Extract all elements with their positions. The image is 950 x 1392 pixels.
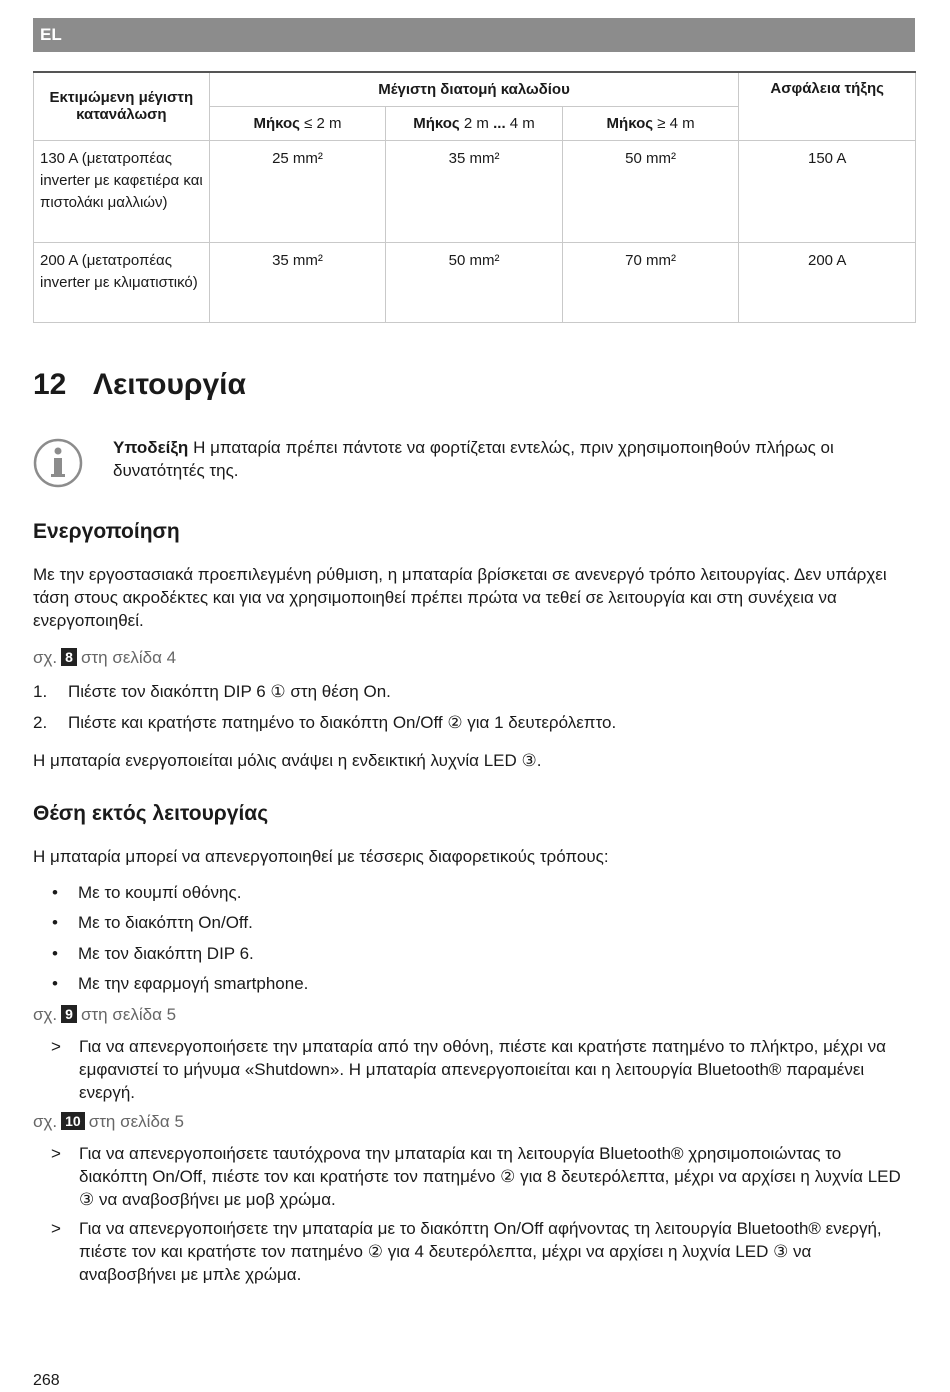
- language-code: EL: [40, 25, 62, 44]
- list-item: • Με τον διακόπτη DIP 6.: [52, 942, 254, 965]
- note-text: [113, 436, 913, 482]
- cross-section-cell: 35 mm²: [386, 140, 563, 242]
- activation-intro: Με την εργοστασιακά προεπιλεγμένη ρύθμιση, η μπαταρία βρίσκεται σε ανενεργό τρόπο λειτουργίας. Δεν υπάρχει τάση στους ακροδέκτες και για να χρησιμοποιηθεί πρέπει πρώτα να τεθεί σε λειτουργία και στη συνέχεια να ενεργοποιηθεί.: [33, 565, 887, 630]
- page-number: 268: [33, 1372, 60, 1389]
- step-text: Πιέστε και κρατήστε πατημένο το διακόπτη On/Off ② για 1 δευτερόλεπτο.: [68, 713, 617, 732]
- activation-result: Η μπαταρία ενεργοποιείται μόλις ανάψει η ενδεικτική λυχνία LED ③.: [33, 751, 542, 770]
- cable-spec-table: [33, 71, 916, 323]
- section-title: [33, 368, 246, 402]
- table-row: [34, 242, 916, 322]
- section-heading: Λειτουργία: [93, 368, 246, 401]
- step-number: 2.: [33, 713, 48, 732]
- cross-section-cell: 50 mm²: [562, 140, 739, 242]
- list-item: • Με την εφαρμογή smartphone.: [52, 972, 308, 995]
- deactivation-heading: Θέση εκτός λειτουργίας: [33, 802, 269, 825]
- action-marker: >: [51, 1037, 61, 1056]
- fuse-header: Ασφάλεια τήξης: [739, 72, 916, 140]
- consumption-cell: 200 A (μετατροπέας inverter με κλιματιστικό): [34, 242, 210, 322]
- length-header-1: Μήκος ≤ 2 m: [209, 106, 386, 140]
- fuse-cell: 150 A: [739, 140, 916, 242]
- action-text: Για να απενεργοποιήσετε την μπαταρία από την οθόνη, πιέστε και κρατήστε πατημένο το πλήκτρο, μέχρι να εμφανιστεί το μήνυμα «Shutdown». Η μπαταρία απενεργοποιείται και η λειτουργία Bluetooth® παραμένει ενεργή.: [79, 1037, 886, 1102]
- activation-heading: Ενεργοποίηση: [33, 520, 180, 543]
- action-marker: >: [51, 1219, 61, 1238]
- cross-section-header: Μέγιστη διατομή καλωδίου: [209, 72, 739, 106]
- language-bar: [33, 18, 915, 52]
- figure-number-badge: 10: [61, 1112, 85, 1130]
- list-item: • Με το διακόπτη On/Off.: [52, 911, 253, 934]
- list-item: • Με το κουμπί οθόνης.: [52, 881, 241, 904]
- section-number: 12: [33, 368, 67, 401]
- fuse-cell: 200 A: [739, 242, 916, 322]
- note-label: Υποδείξη: [113, 438, 189, 457]
- deactivation-intro: Η μπαταρία μπορεί να απενεργοποιηθεί με τέσσερις διαφορετικούς τρόπους:: [33, 847, 609, 866]
- table-row: [34, 140, 916, 242]
- cross-section-cell: 25 mm²: [209, 140, 386, 242]
- consumption-header: Εκτιμώμενη μέγιστη κατανάλωση: [34, 72, 210, 140]
- step-number: 1.: [33, 682, 48, 701]
- note-body: Η μπαταρία πρέπει πάντοτε να φορτίζεται εντελώς, πριν χρησιμοποιηθούν πλήρως οι δυνατότητές της.: [113, 438, 834, 480]
- step-text: Πιέστε τον διακόπτη DIP 6 ① στη θέση On.: [68, 682, 391, 701]
- info-icon: [33, 438, 83, 488]
- action-marker: >: [51, 1144, 61, 1163]
- figure-reference: σχ. 9 στη σελίδα 5: [33, 1005, 177, 1024]
- figure-reference: σχ. 8 στη σελίδα 4: [33, 648, 177, 667]
- cross-section-cell: 35 mm²: [209, 242, 386, 322]
- length-header-2: Μήκος 2 m ... 4 m: [386, 106, 563, 140]
- action-text: Για να απενεργοποιήσετε την μπαταρία με το διακόπτη On/Off αφήνοντας τη λειτουργία Bluetooth® ενεργή, πιέστε τον και κρατήστε τον πατημένο ② για 4 δευτερόλεπτα, μέχρι να αρχίσει η λυχνία LED ③ να αναβοσβήνει με μπλε χρώμα.: [79, 1219, 882, 1284]
- cross-section-cell: 70 mm²: [562, 242, 739, 322]
- cross-section-cell: 50 mm²: [386, 242, 563, 322]
- consumption-cell: 130 A (μετατροπέας inverter με καφετιέρα και πιστολάκι μαλλιών): [34, 140, 210, 242]
- figure-number-badge: 8: [61, 648, 77, 666]
- figure-number-badge: 9: [61, 1005, 77, 1023]
- figure-reference: σχ. 10 στη σελίδα 5: [33, 1112, 184, 1131]
- action-text: Για να απενεργοποιήσετε ταυτόχρονα την μπαταρία και τη λειτουργία Bluetooth® χρησιμοποιώντας το διακόπτη On/Off, πιέστε τον και κρατήστε τον πατημένο ② για 8 δευτερόλεπτα, μέχρι να αρχίσει η λυχνία LED ③ να αναβοσβήνει με μοβ χρώμα.: [79, 1144, 901, 1209]
- length-header-3: Μήκος ≥ 4 m: [562, 106, 739, 140]
